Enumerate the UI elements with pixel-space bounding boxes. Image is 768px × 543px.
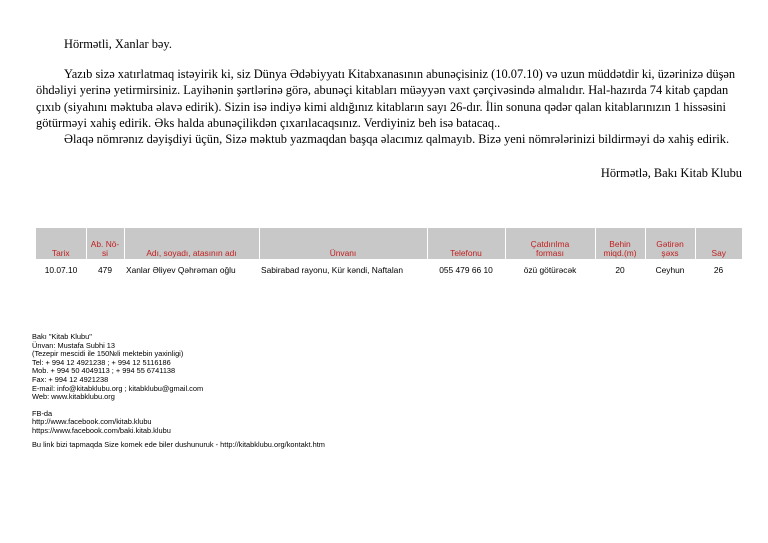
cell-delivered-by: Ceyhun	[655, 265, 685, 276]
header-address: Ünvanı	[259, 228, 427, 259]
contact-block	[32, 333, 492, 449]
header-full-name: Adı, soyadı, atasının adı	[124, 228, 259, 259]
letter-paragraph-1: Yazıb sizə xatırlatmaq istəyirik ki, siz Dünya Ədəbiyyatı Kitabxanasının abunəçisiniz (10.07.10) və uzun müddətdir ki, üzərinizə düşən öhdəliyi yerinə yetirmirsiniz. Layihənin şərtlərinə görə, abunəçi kitabları müəyyən vaxt çərçivəsində almalıdır. Hal-hazırda 74 kitab çapdan çıxıb (siyahını məktuba əlavə edirik). Sizin isə indiyə kimi aldığınız kitabların sayı 26-dır. İlin sonuna qədər qalan kitablarınızın 1 hissəsini götürməyi xahiş edirik. Əks halda abunəçilikdən çıxarılacaqsınız. Verdiyiniz beh isə batacaq..	[36, 67, 736, 130]
cell-phone: 055 479 66 10	[439, 265, 493, 276]
contact-email[interactable]: E-mail: info@kitabklubu.org ; kitabklubu@gmail.com	[32, 383, 204, 393]
contact-fax: Fax: + 994 12 4921238	[32, 374, 109, 384]
cell-date: 10.07.10	[44, 265, 78, 276]
header-deposit-amount: Behin miqd.(m)	[595, 228, 645, 259]
header-delivered-by: Gətirən şəxs	[645, 228, 695, 259]
cell-deposit-amount: 20	[615, 265, 625, 276]
contact-address-note: (Tezepir mescidi ile 150№li mektebin yaxinligi)	[32, 349, 184, 359]
header-delivery-form: Çatdırılma forması	[505, 228, 595, 259]
letter	[36, 36, 742, 181]
table-row	[36, 259, 742, 283]
header-date: Tarix	[51, 248, 70, 258]
facebook-link-2[interactable]: https://www.facebook.com/baki.kitab.klubu	[32, 425, 171, 435]
contact-mob: Mob. + 994 50 4049113 ; + 994 55 6741138	[32, 366, 176, 376]
contact-tel: Tel: + 994 12 4921238 ; + 994 12 5116186	[32, 357, 171, 367]
letter-greeting: Hörmətli, Xanlar bəy.	[64, 37, 172, 51]
header-count: Say	[695, 228, 742, 259]
letter-paragraph-2: Əlaqə nömrənız dəyişdiyi üçün, Sizə məktub yazmaqdan başqa əlacımız qalmayıb. Bizə yeni nömrələrinizi bildirməyi də xahiş edirik.	[64, 132, 730, 147]
cell-delivery-form: özü götürəcək	[523, 265, 577, 276]
cell-count: 26	[713, 265, 724, 276]
header-subscriber-number: Ab. Nö- si	[86, 228, 124, 259]
cell-full-name: Xanlar Əliyev Qəhrəman oğlu	[126, 265, 236, 276]
contact-page-note[interactable]: Bu link bizi tapmaqda Size komek ede biler dushunuruk - http://kitabklubu.org/kontakt.htm	[32, 439, 325, 449]
header-phone: Telefonu	[427, 228, 505, 259]
contact-web[interactable]: Web: www.kitabklubu.org	[32, 392, 115, 402]
cell-address: Sabirabad rayonu, Kür kəndi, Naftalan	[261, 265, 403, 276]
letter-signature: Hörmətlə, Bakı Kitab Klubu	[600, 166, 742, 181]
facebook-link-1[interactable]: http://www.facebook.com/kitab.klubu	[32, 417, 152, 427]
subscriber-table	[36, 228, 742, 283]
facebook-label: FB-da	[32, 408, 53, 418]
table-header-row	[36, 228, 742, 259]
contact-address: Ünvan: Mustafa Subhi 13	[32, 340, 115, 350]
contact-name: Bakı "Kitab Klubu"	[32, 332, 92, 341]
cell-subscriber-number: 479	[98, 265, 112, 276]
